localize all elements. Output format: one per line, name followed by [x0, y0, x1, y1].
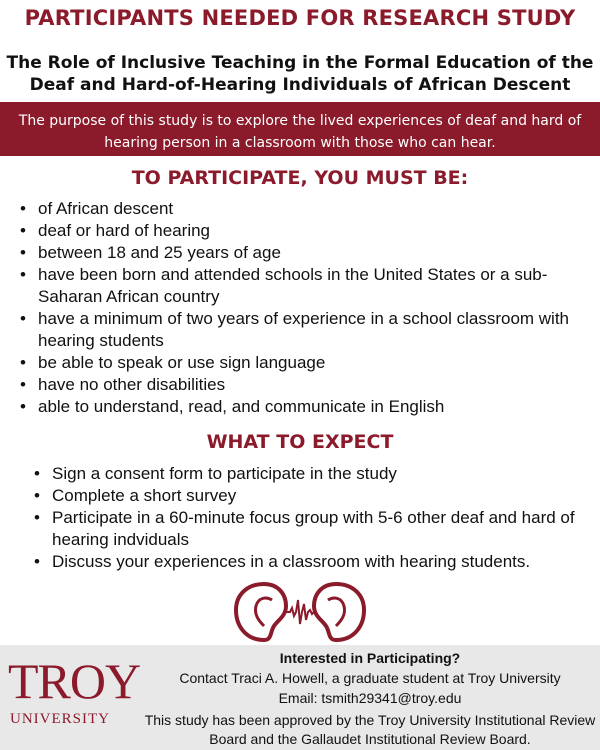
list-item: • be able to speak or use sign language: [18, 352, 588, 374]
list-item: • have no other disabilities: [18, 374, 588, 396]
logo-subtext: UNIVERSITY: [10, 711, 110, 727]
list-item: • deaf or hard of hearing: [18, 220, 588, 242]
ears-soundwave-icon: [224, 580, 376, 646]
participate-heading: TO PARTICIPATE, YOU MUST BE:: [131, 167, 469, 189]
list-item: • Participate in a 60-minute focus group with 5-6 other deaf and hard of hearing indviduals: [32, 507, 592, 551]
list-item: • of African descent: [18, 198, 588, 220]
purpose-banner: The purpose of this study is to explore the lived experiences of deaf and hard of hearing person in a classroom with those who can hear.: [0, 102, 600, 156]
troy-university-logo: [8, 653, 141, 743]
list-item: • have been born and attended schools in the United States or a sub-Saharan African country: [18, 264, 588, 308]
list-item: • Discuss your experiences in a classroom with hearing students.: [32, 551, 592, 573]
list-item: • between 18 and 25 years of age: [18, 242, 588, 264]
contact-email: Email: tsmith29341@troy.edu: [278, 690, 462, 706]
approval-statement: This study has been approved by the Troy University Institutional Review Board and the Gallaudet Institutional Review Board.: [144, 712, 596, 747]
contact-block: [140, 648, 600, 708]
list-item: • Sign a consent form to participate in the study: [32, 463, 592, 485]
study-title: The Role of Inclusive Teaching in the Formal Education of the Deaf and Hard-of-Hearing Individuals of African Descent: [6, 53, 594, 95]
expect-heading: WHAT TO EXPECT: [206, 431, 394, 453]
criteria-list: [18, 198, 588, 418]
list-item: • Complete a short survey: [32, 485, 592, 507]
contact-question: Interested in Participating?: [279, 650, 461, 666]
page-title: PARTICIPANTS NEEDED FOR RESEARCH STUDY: [24, 6, 576, 30]
expect-list: [32, 463, 592, 573]
footer: [0, 645, 600, 750]
list-item: • have a minimum of two years of experience in a school classroom with hearing students: [18, 308, 588, 352]
logo-wordmark: TROY: [8, 653, 141, 709]
list-item: • able to understand, read, and communicate in English: [18, 396, 588, 418]
contact-person: Contact Traci A. Howell, a graduate student at Troy University: [179, 670, 561, 686]
